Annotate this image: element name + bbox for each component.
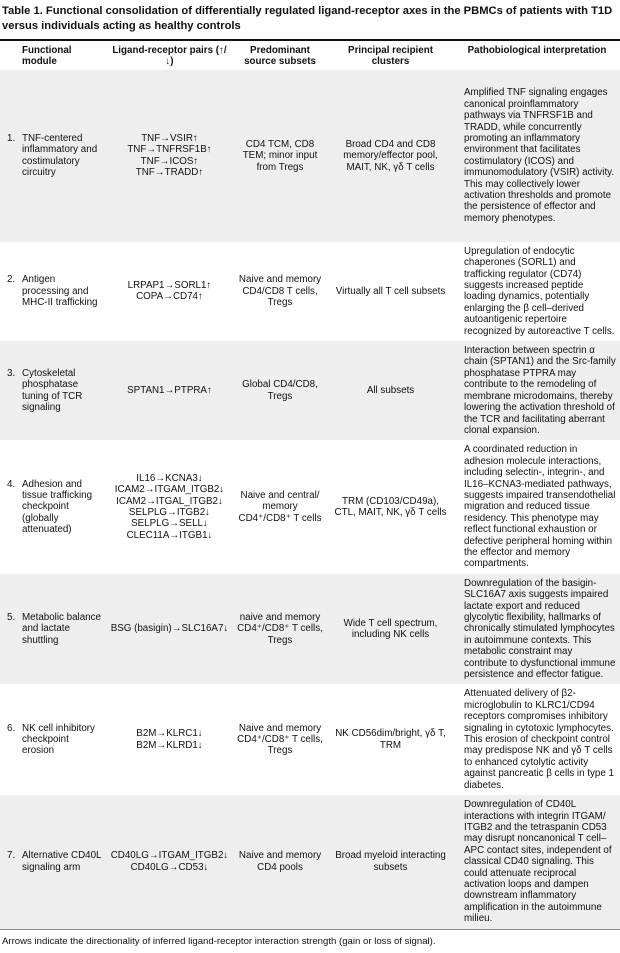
cell-interpretation: Attenuated delivery of β2-microglobulin to KLRC1/CD94 receptors compromises inhibitory signaling in cytotoxic lymphocytes. This erosion of checkpoint control may predispose NK and γδ T cells to enhanced cytolytic activity against pancreatic β cells in type 1 diabetes. [454, 684, 620, 795]
ligand-receptor-pair: ICAM2→ITGAM_ITGB2↓ [114, 484, 225, 496]
cell-recipient-clusters: Broad CD4 and CD8 memory/effector pool, MAIT, NK, γδ T cells [327, 70, 454, 242]
ligand-receptor-pair: SELPLG→SELL↓ [131, 518, 208, 530]
ligand-receptor-pair: SPTAN1→PTPRA↑ [127, 384, 212, 396]
header-interpretation: Pathobiological interpretation [467, 45, 607, 56]
cell-recipient-clusters: Wide T cell spectrum, including NK cells [327, 574, 454, 685]
cell-recipient-clusters: Broad myeloid interacting subsets [327, 795, 454, 928]
cell-ligand-receptor-pairs [106, 574, 233, 685]
ligand-receptor-pair: ICAM2→ITGAL_ITGB2↓ [116, 495, 223, 507]
cell-ligand-receptor-pairs [106, 440, 233, 573]
ligand-receptor-pair: BSG (basigin)→SLC16A7↓ [110, 623, 229, 635]
ligand-receptor-pair: TNF→TNFRSF1B↑ [127, 144, 212, 156]
table-row [0, 795, 620, 928]
cell-recipient-clusters: TRM (CD103/CD49a), CTL, MAIT, NK, γδ T cells [327, 440, 454, 573]
module-name: TNF-centered inflammatory and costimulatory circuitry [22, 133, 98, 179]
ligand-receptor-pair: CD40LG→CD53↓ [130, 861, 209, 873]
cell-interpretation: Downregulation of CD40L interactions with integrin ITGAM/ ITGB2 and the tetraspanin CD53 may disrupt noncanonical T cell–APC contact sites, independent of classical CD40 signaling. This could attenuate reciprocal activation loops and dampen downstream inflammatory amplification in the autoimmune milieu. [454, 795, 620, 928]
table-row [0, 440, 620, 573]
row-number: 3. [7, 367, 16, 379]
header-recipient-clusters: Principal recipient clusters [348, 45, 433, 68]
cell-ligand-receptor-pairs [106, 341, 233, 440]
ligand-receptor-pair: B2M→KLRC1↓ [136, 728, 203, 740]
module-name: Metabolic balance and lactate shuttling [22, 612, 101, 646]
cell-interpretation: Upregulation of endocytic chaperones (SORL1) and trafficking regulator (CD74) suggests increased peptide loading dynamics, potentially enlarging the β cell–derived autoantigenic repertoire recognized by autoreactive T cells. [454, 242, 620, 341]
ligand-receptor-pair: IL16→KCNA3↓ [136, 472, 203, 484]
cell-functional-module [0, 684, 106, 795]
table-row [0, 574, 620, 685]
table-row [0, 70, 620, 242]
table-header [0, 40, 620, 70]
row-number: 1. [7, 133, 16, 144]
table-body [0, 70, 620, 929]
ligand-receptor-table [0, 39, 620, 929]
cell-ligand-receptor-pairs [106, 795, 233, 928]
module-name: NK cell inhibitory checkpoint erosion [22, 722, 95, 757]
cell-interpretation: Interaction between spectrin α chain (SPTAN1) and the Src-family phosphatase PTPRA may contribute to the remodeling of membrane microdomains, thereby lowering the activation threshold of the TCR and facilitating aberrant clonal expansion. [454, 341, 620, 440]
cell-ligand-receptor-pairs [106, 242, 233, 341]
cell-source-subsets: naive and memory CD4⁺/CD8⁺ T cells, Tregs [233, 574, 327, 685]
cell-source-subsets: Naive and memory CD4 pools [233, 795, 327, 928]
module-name: Adhesion and tissue trafficking checkpoint (globally attenuated) [22, 478, 93, 536]
ligand-receptor-pair: TNF→VSIR↑ [141, 133, 198, 144]
ligand-receptor-pair: CLEC11A→ITGB1↓ [126, 529, 213, 541]
row-number: 7. [7, 850, 16, 862]
cell-functional-module [0, 70, 106, 242]
ligand-receptor-pair: CD40LG→ITGAM_ITGB2↓ [110, 850, 229, 862]
cell-source-subsets: Global CD4/CD8, Tregs [233, 341, 327, 440]
table-row [0, 242, 620, 341]
ligand-receptor-pair: B2M→KLRD1↓ [136, 739, 203, 751]
cell-functional-module [0, 242, 106, 341]
row-number: 4. [7, 478, 16, 490]
ligand-receptor-pair: SELPLG→ITGB2↓ [128, 507, 211, 519]
module-name: Cytoskeletal phosphatase tuning of TCR signaling [22, 367, 83, 414]
cell-functional-module [0, 574, 106, 685]
table-row [0, 341, 620, 440]
cell-functional-module [0, 440, 106, 573]
cell-source-subsets: CD4 TCM, CD8 TEM; minor input from Tregs [233, 70, 327, 242]
cell-source-subsets: Naive and memory CD4/CD8 T cells, Tregs [233, 242, 327, 341]
ligand-receptor-pair: COPA→CD74↑ [136, 291, 203, 303]
header-ligand-receptor-pairs: Ligand-receptor pairs (↑/↓) [112, 45, 227, 68]
row-number: 6. [7, 722, 16, 734]
cell-functional-module [0, 341, 106, 440]
header-functional-module: Functional module [22, 45, 72, 68]
cell-recipient-clusters: All subsets [327, 341, 454, 440]
header-source-subsets: Predominant source subsets [244, 45, 316, 68]
ligand-receptor-pair: LRPAP1→SORL1↑ [127, 280, 212, 292]
cell-source-subsets: Naive and central/ memory CD4⁺/CD8⁺ T cells [233, 440, 327, 573]
table-footnote: Arrows indicate the directionality of inferred ligand-receptor interaction strength (gain or loss of signal). [0, 929, 620, 953]
table-row [0, 684, 620, 795]
ligand-receptor-pair: TNF→ICOS↑ [140, 155, 199, 167]
row-number: 2. [7, 274, 16, 286]
cell-recipient-clusters: NK CD56dim/bright, γδ T, TRM [327, 684, 454, 795]
cell-interpretation: A coordinated reduction in adhesion molecule interactions, including selectin-, integrin-, and IL16–KCNA3-mediated pathways, suggests impaired transendothelial migration and reduced tissue residency. This phenotype may reflect functional exhaustion or defective peripheral homing within the effector and memory compartments. [454, 440, 620, 573]
cell-recipient-clusters: Virtually all T cell subsets [327, 242, 454, 341]
row-number: 5. [7, 612, 16, 623]
cell-source-subsets: Naive and memory CD4⁺/CD8⁺ T cells, Tregs [233, 684, 327, 795]
ligand-receptor-pair: TNF→TRADD↑ [135, 167, 204, 179]
cell-interpretation: Amplified TNF signaling engages canonical proinflammatory pathways via TNFRSF1B and TRADD, while concurrently promoting an inflammatory environment that facilitates costimulatory (ICOS) and immunomodulatory (VSIR) activity. This may collectively lower activation thresholds and promote the persistence of effector and memory phenotypes. [454, 70, 620, 242]
cell-functional-module [0, 795, 106, 928]
module-name: Antigen processing and MHC-II trafficking [22, 274, 98, 309]
cell-ligand-receptor-pairs [106, 684, 233, 795]
table-caption: Table 1. Functional consolidation of differentially regulated ligand-receptor axes in the PBMCs of patients with T1D versus individuals acting as healthy controls [2, 5, 613, 32]
cell-interpretation: Downregulation of the basigin-SLC16A7 axis suggests impaired lactate export and reduced glycolytic flexibility, hallmarks of chronically stimulated lymphocytes in autoimmune contexts. This metabolic constraint may contribute to dysfunctional immune persistence and effector fatigue. [454, 574, 620, 685]
module-name: Alternative CD40L signaling arm [22, 850, 102, 873]
cell-ligand-receptor-pairs [106, 70, 233, 242]
